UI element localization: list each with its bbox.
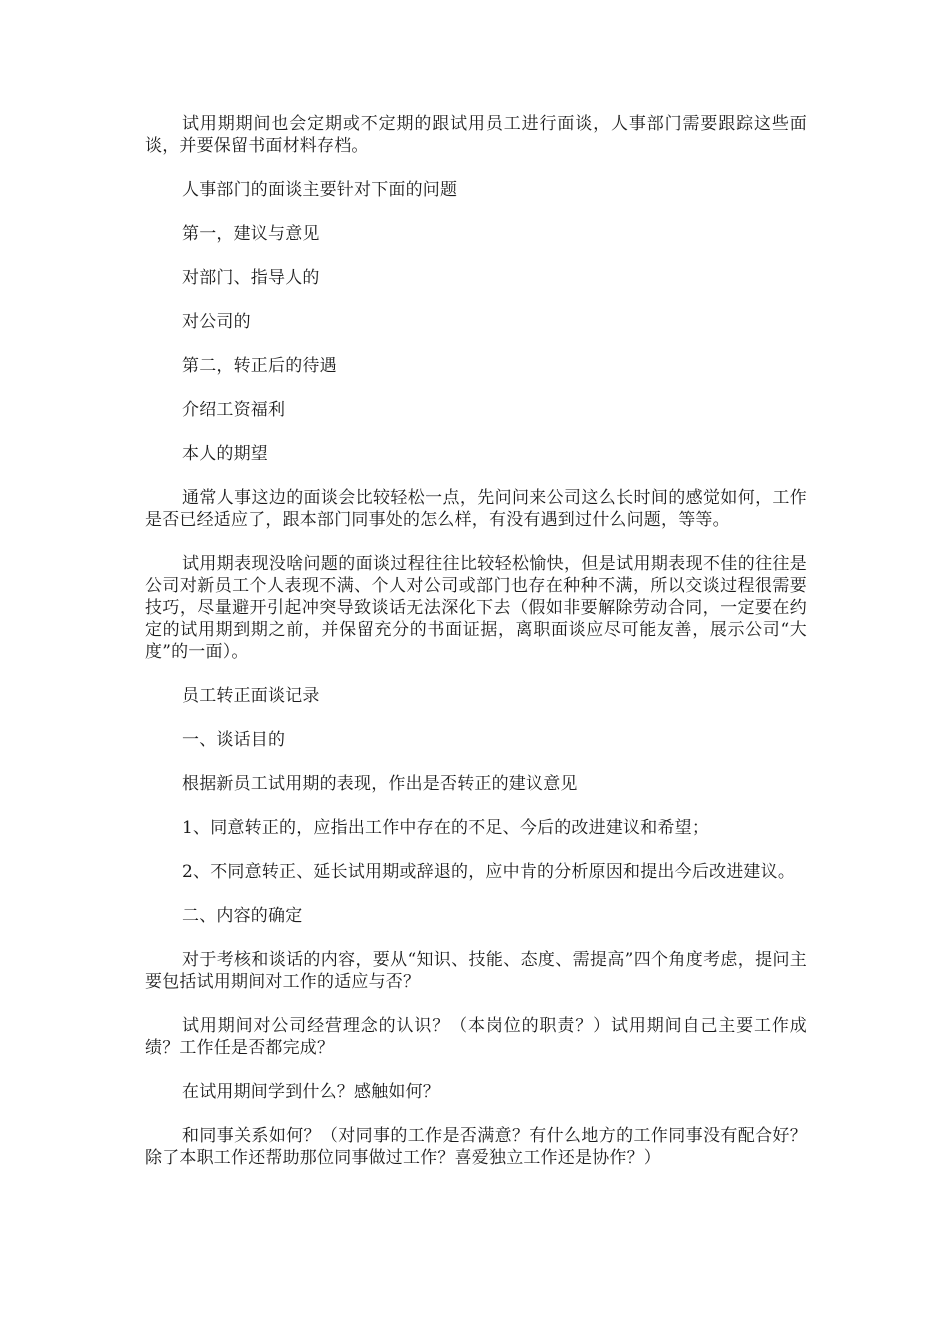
paragraph: 对部门、指导人的 (182, 268, 320, 288)
paragraph: 通常人事这边的面谈会比较轻松一点，先问问来公司这么长时间的感觉如何，工作是否已经适应了，跟本部门同事处的怎么样，有没有遇到过什么问题，等等。 (145, 488, 807, 530)
paragraph: 根据新员工试用期的表现，作出是否转正的建议意见 (182, 774, 578, 794)
paragraph: 和同事关系如何？（对同事的工作是否满意？有什么地方的工作同事没有配合好？除了本职工作还帮助那位同事做过工作？喜爱独立工作还是协作？） (145, 1126, 807, 1168)
paragraph: 对公司的 (182, 312, 251, 332)
paragraph: 第一，建议与意见 (182, 224, 320, 244)
paragraph: 试用期期间也会定期或不定期的跟试用员工进行面谈，人事部门需要跟踪这些面谈，并要保留书面材料存档。 (145, 114, 807, 156)
paragraph: 人事部门的面谈主要针对下面的问题 (182, 180, 458, 200)
paragraph: 介绍工资福利 (182, 400, 286, 420)
paragraph: 试用期表现没啥问题的面谈过程往往比较轻松愉快，但是试用期表现不佳的往往是公司对新员工个人表现不满、个人对公司或部门也存在种种不满，所以交谈过程很需要技巧，尽量避开引起冲突导致谈话无法深化下去（假如非要解除劳动合同，一定要在约定的试用期到期之前，并保留充分的书面证据，离职面谈应尽可能友善，展示公司“大度”的一面）。 (145, 554, 807, 662)
section-heading: 一、谈话目的 (182, 730, 286, 750)
section-heading: 二、内容的确定 (182, 906, 303, 926)
section-heading: 员工转正面谈记录 (182, 686, 320, 706)
list-item: 2、不同意转正、延长试用期或辞退的，应中肯的分析原因和提出今后改进建议。 (182, 862, 796, 882)
paragraph: 第二，转正后的待遇 (182, 356, 337, 376)
paragraph: 对于考核和谈话的内容，要从“知识、技能、态度、需提高”四个角度考虑，提问主要包括试用期间对工作的适应与否？ (145, 950, 807, 992)
paragraph: 在试用期间学到什么？感触如何？ (182, 1082, 440, 1102)
paragraph: 试用期间对公司经营理念的认识？（本岗位的职责？）试用期间自己主要工作成绩？工作任是否都完成？ (145, 1016, 807, 1058)
document-body (145, 113, 807, 1191)
list-item: 1、同意转正的，应指出工作中存在的不足、今后的改进建议和希望； (182, 818, 710, 838)
paragraph: 本人的期望 (182, 444, 268, 464)
